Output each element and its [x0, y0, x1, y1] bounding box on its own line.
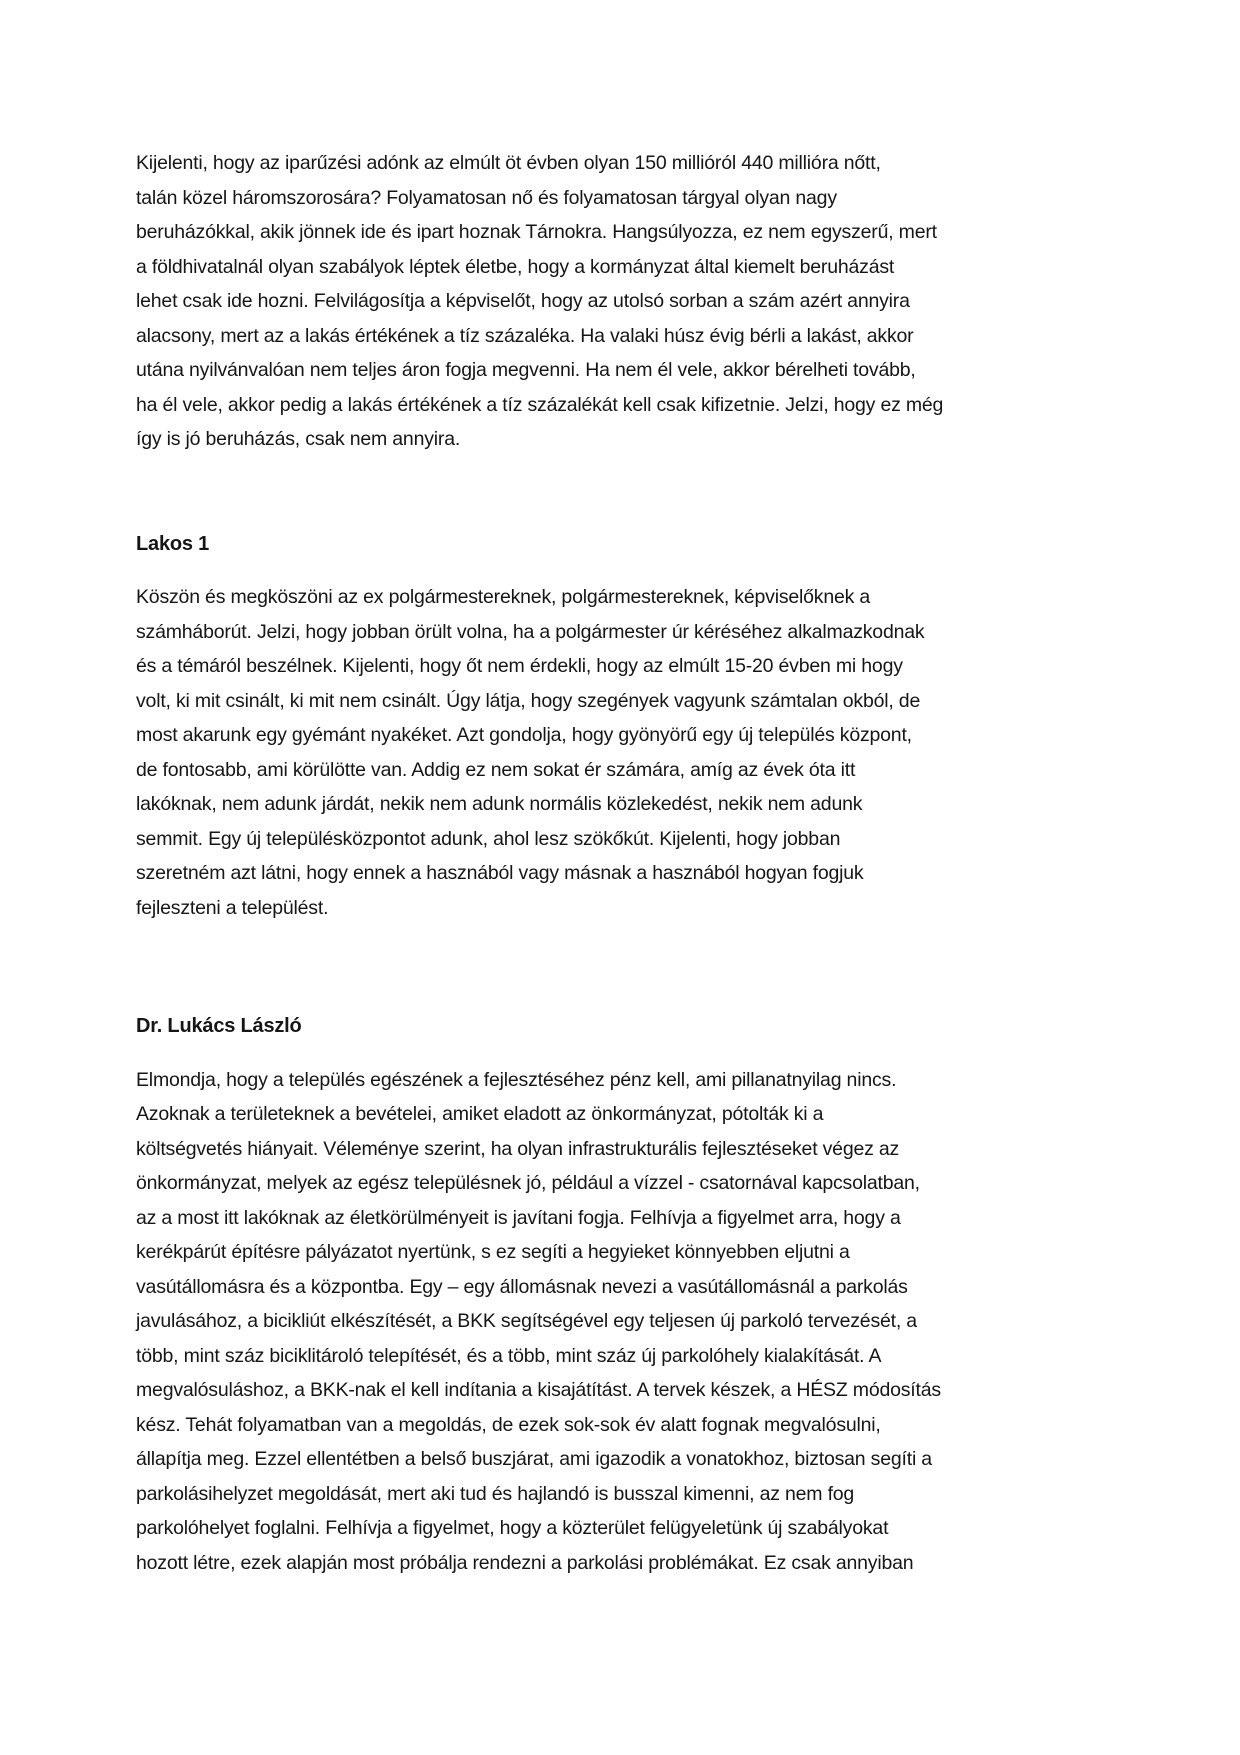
text-line: semmit. Egy új településközpontot adunk, ahol lesz szökőkút. Kijelenti, hogy jobban	[136, 827, 841, 850]
paragraph-section-intro	[136, 146, 1126, 457]
section-dr-lukacs-laszlo	[136, 1009, 1126, 1580]
text-line: költségvetés hiányait. Véleménye szerint, ha olyan infrastrukturális fejlesztéseket végez az	[136, 1137, 900, 1160]
text-line: utána nyilvánvalóan nem teljes áron fogja megvenni. Ha nem él vele, akkor bérelheti tovább,	[136, 359, 916, 381]
text-line: önkormányzat, melyek az egész településnek jó, például a vízzel - csatornával kapcsolatban,	[136, 1172, 920, 1194]
section-lakos-1	[136, 527, 1126, 926]
text-line: fejleszteni a települést.	[136, 896, 329, 919]
text-line: így is jó beruházás, csak nem annyira.	[136, 428, 461, 450]
text-line: beruházókkal, akik jönnek ide és ipart hoznak Tárnokra. Hangsúlyozza, ez nem egyszerű, mert	[136, 221, 937, 243]
text-line: lehet csak ide hozni. Felvilágosítja a képviselőt, hogy az utolsó sorban a szám azért annyira	[136, 290, 910, 312]
text-line: ha él vele, akkor pedig a lakás értékének a tíz százalékát kell csak kifizetnie. Jelzi, hogy ez még	[136, 393, 944, 416]
text-line: talán közel háromszorosára? Folyamatosan nő és folyamatosan tárgyal olyan nagy	[136, 186, 837, 209]
text-line: vasútállomásra és a központba. Egy – egy állomásnak nevezi a vasútállomásnál a parkolás	[136, 1275, 908, 1298]
text-line: hozott létre, ezek alapján most próbálja rendezni a parkolási problémákat. Ez csak annyiban	[136, 1551, 914, 1574]
text-line: Kijelenti, hogy az iparűzési adónk az elmúlt öt évben olyan 150 millióról 440 millióra nőtt,	[136, 152, 881, 174]
text-line: volt, ki mit csinált, ki mit nem csinált. Úgy látja, hogy szegények vagyunk számtalan okból, de	[136, 689, 921, 712]
text-line: parkolóhelyet foglalni. Felhívja a figyelmet, hogy a közterület felügyeletünk új szabályokat	[136, 1517, 889, 1539]
text-line: javulásához, a bicikliút elkészítését, a BKK segítségével egy teljesen új parkoló tervezését, a	[136, 1310, 917, 1332]
text-line: megvalósuláshoz, a BKK-nak el kell indítania a kisajátítást. A tervek készek, a HÉSZ módosítás	[136, 1379, 941, 1401]
text-line: több, mint száz biciklitároló telepítését, és a több, mint száz új parkolóhely kialakítását. A	[136, 1344, 882, 1367]
text-line: parkolásihelyzet megoldását, mert aki tud és hajlandó is busszal kimenni, az nem fog	[136, 1482, 855, 1505]
text-line: alacsony, mert az a lakás értékének a tíz százaléka. Ha valaki húsz évig bérli a lakást, akkor	[136, 324, 914, 347]
text-line: kész. Tehát folyamatban van a megoldás, de ezek sok-sok év alatt fognak megvalósulni,	[136, 1413, 881, 1436]
paragraph-lines	[136, 146, 1126, 457]
text-line: állapítja meg. Ezzel ellentétben a belső buszjárat, ami igazodik a vonatokhoz, biztosan segíti a	[136, 1448, 932, 1470]
paragraph-lines	[136, 1063, 1126, 1581]
text-line: Azoknak a területeknek a bevételei, amiket eladott az önkormányzat, pótolták ki a	[136, 1103, 824, 1125]
text-line: szeretném azt látni, hogy ennek a hasznából vagy másnak a hasznából hogyan fogjuk	[136, 862, 864, 884]
text-line: kerékpárút építésre pályázatot nyertünk, s ez segíti a hegyieket könnyebben eljutni a	[136, 1241, 850, 1263]
text-line: a földhivatalnál olyan szabályok léptek életbe, hogy a kormányzat által kiemelt beruházást	[136, 255, 895, 278]
text-line: Elmondja, hogy a település egészének a fejlesztéséhez pénz kell, ami pillanatnyilag nincs.	[136, 1068, 897, 1091]
text-line: Köszön és megköszöni az ex polgármestereknek, polgármestereknek, képviselőknek a	[136, 586, 871, 608]
text-line: most akarunk egy gyémánt nyakéket. Azt gondolja, hogy gyönyörű egy új település központ,	[136, 724, 912, 746]
text-line: az a most itt lakóknak az életkörülményeit is javítani fogja. Felhívja a figyelmet arra, hogy a	[136, 1206, 901, 1229]
document-content	[136, 146, 1126, 1580]
section-heading: Lakos 1	[136, 532, 210, 555]
text-line: és a témáról beszélnek. Kijelenti, hogy őt nem érdekli, hogy az elmúlt 15-20 évben mi hogy	[136, 655, 903, 677]
text-line: lakóknak, nem adunk járdát, nekik nem adunk normális közlekedést, nekik nem adunk	[136, 793, 863, 815]
text-line: számháborút. Jelzi, hogy jobban örült volna, ha a polgármester úr kéréséhez alkalmazkodnak	[136, 620, 925, 643]
paragraph-lines	[136, 580, 1126, 925]
text-line: de fontosabb, ami körülötte van. Addig ez nem sokat ér számára, amíg az évek óta itt	[136, 758, 856, 781]
section-heading: Dr. Lukács László	[136, 1015, 302, 1037]
